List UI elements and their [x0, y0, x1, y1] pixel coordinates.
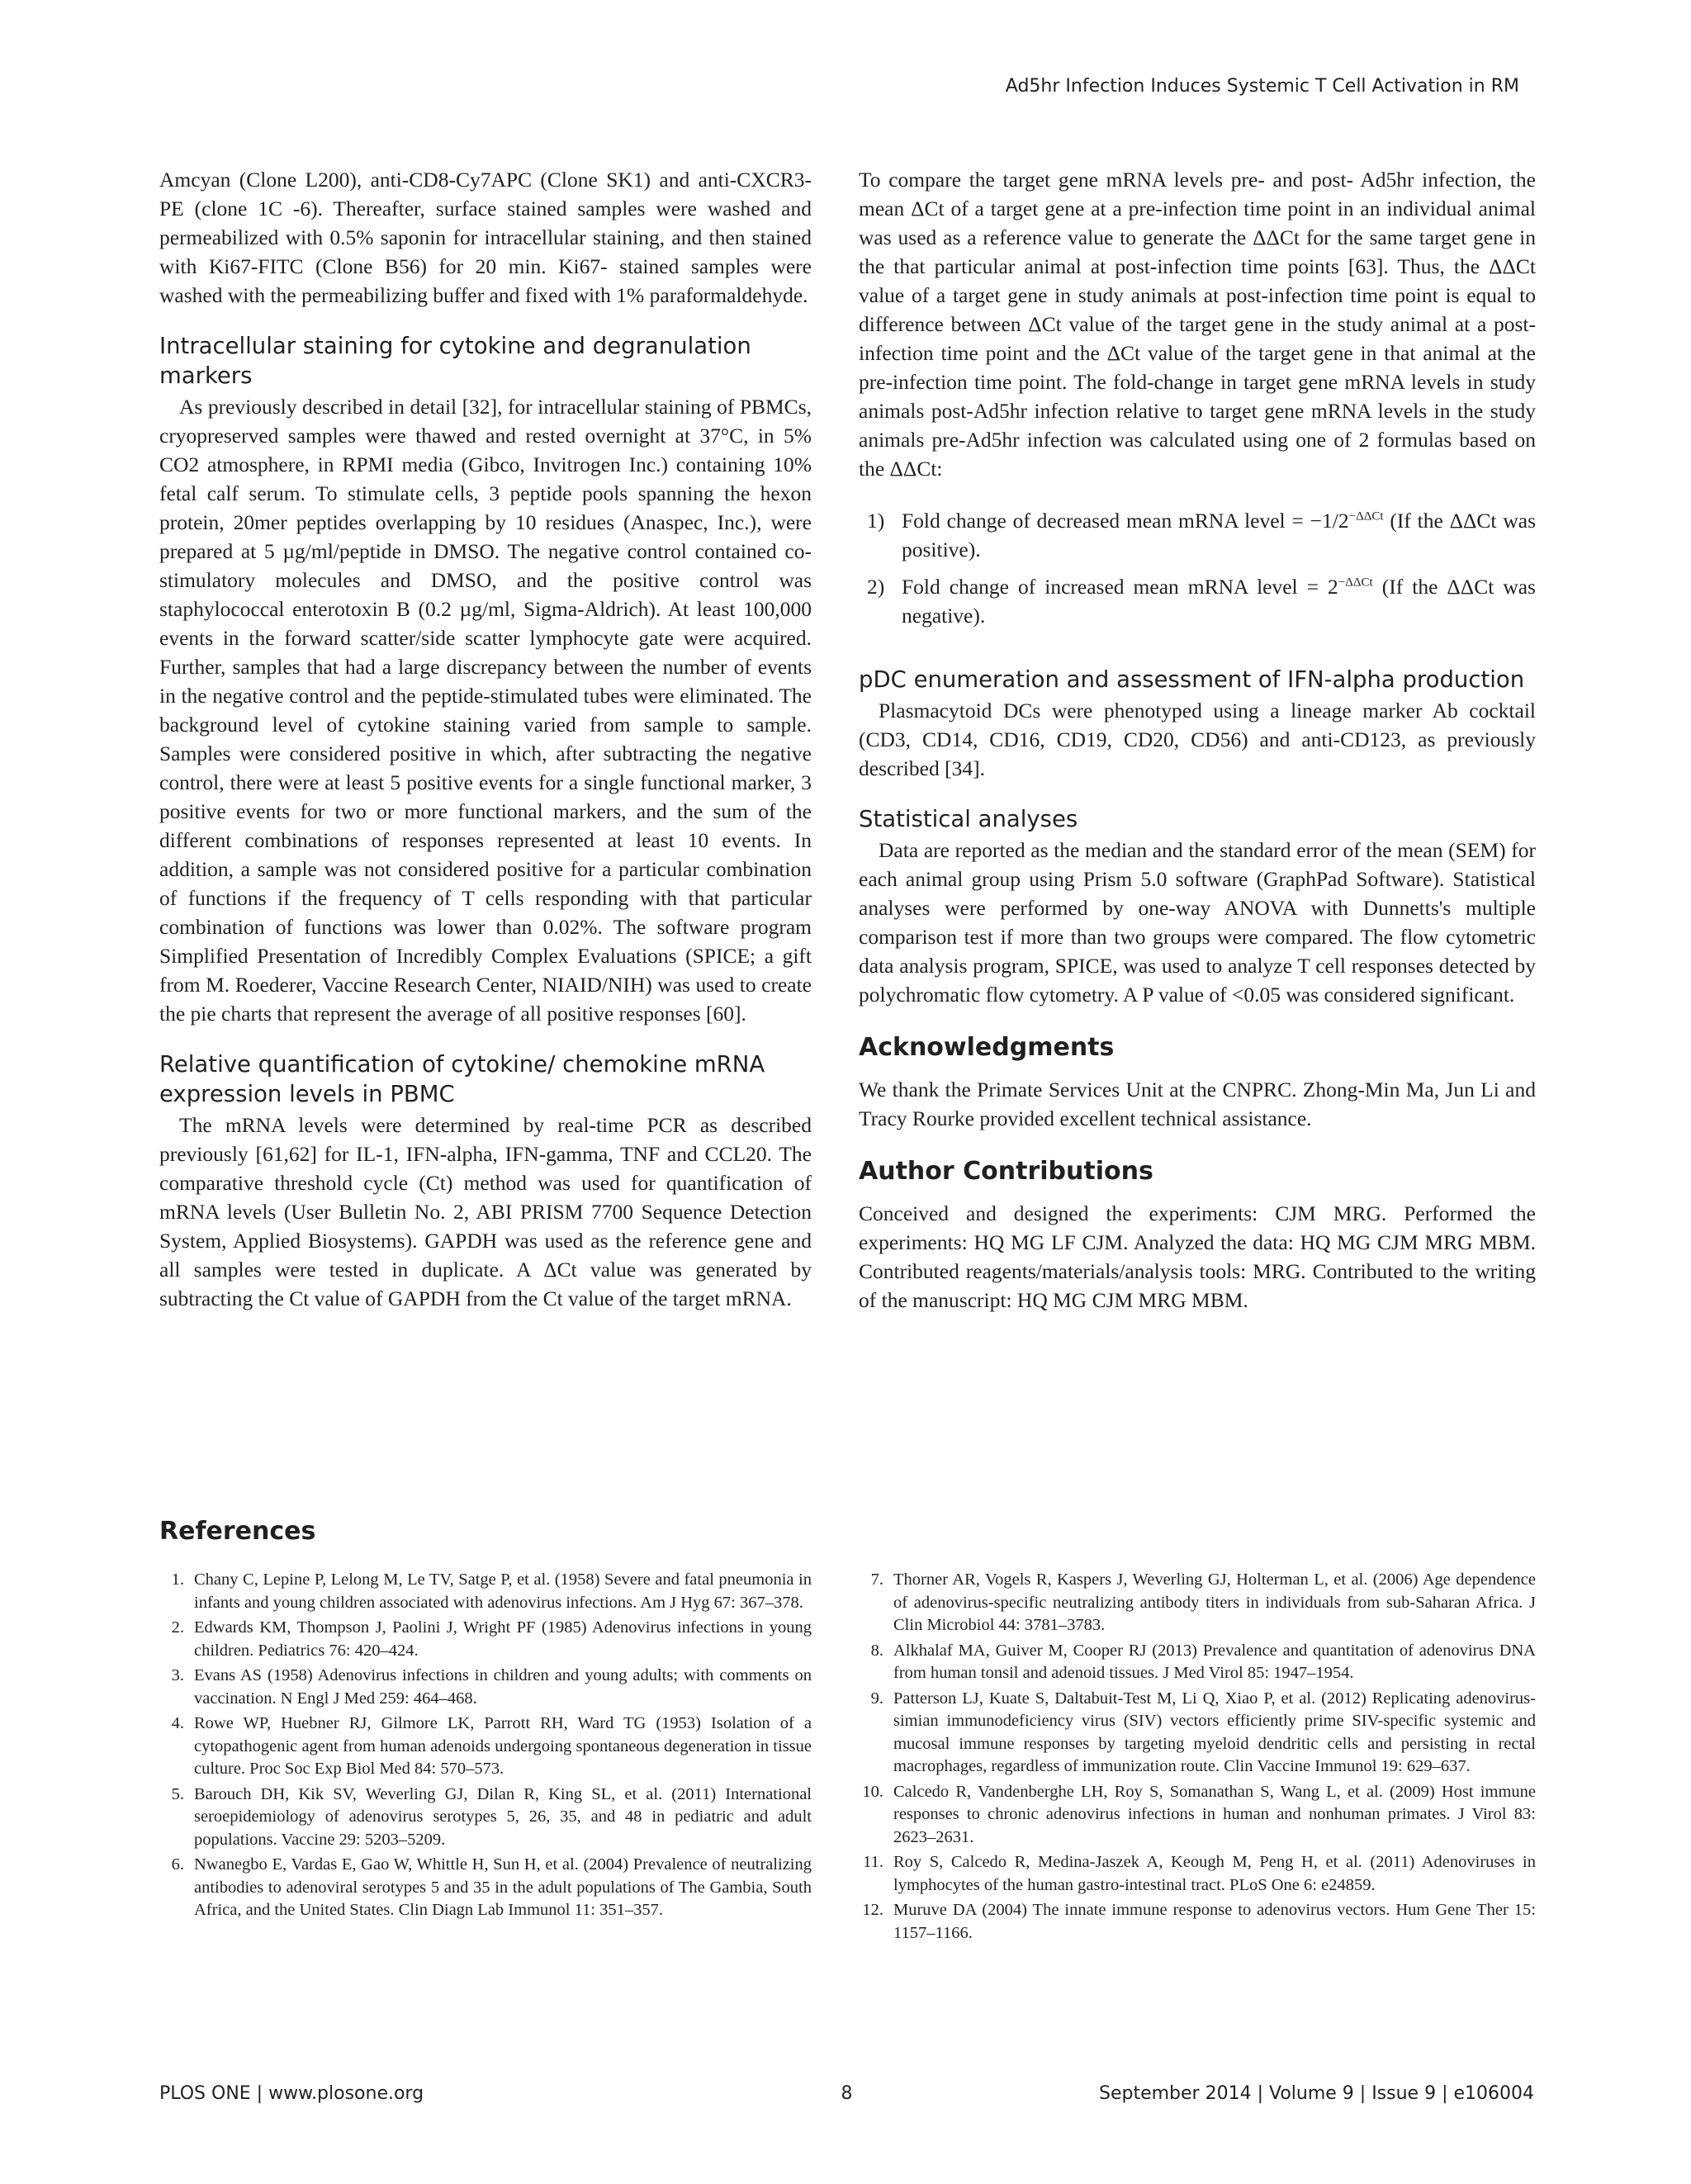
reference-text: Edwards KM, Thompson J, Paolini J, Wright PF (1985) Adenovirus infections in young children. Pediatrics 76: 420–424. [194, 1618, 812, 1660]
formula-item [859, 572, 1536, 630]
formula-text: Fold change of decreased mean mRNA level = −1/2 [902, 509, 1349, 533]
reference-number: 7. [870, 1570, 883, 1589]
reference-text: Thorner AR, Vogels R, Kaspers J, Weverling GJ, Holterman L, et al. (2006) Age dependence of adenovirus-specific neutralizing antibody titers in individuals from sub-Saharan Africa. J Clin Microbiol 44: 3781–3783. [893, 1570, 1536, 1634]
section-text-pdc: Plasmacytoid DCs were phenotyped using a lineage marker Ab cocktail (CD3, CD14, CD16, CD19, CD20, CD56) and anti-CD123, as previously described [34]. [859, 699, 1536, 780]
reference-number: 9. [870, 1689, 883, 1708]
ddct-paragraph: To compare the target gene mRNA levels pre- and post- Ad5hr infection, the mean ΔCt of a target gene at a pre-infection time point in an individual animal was used as a reference value to generate the ΔΔCt for the same target gene in the that particular animal at post-infection time points [63]. Thus, the ΔΔCt value of a target gene in study animals at post-infection time point is equal to difference between ΔCt value of the target gene in the study animal at a post-infection time point and the ΔCt value of the target gene in that animal at the pre-infection time point. The fold-change in target gene mRNA levels in study animals post-Ad5hr infection relative to target gene mRNA levels in the study animals pre-Ad5hr infection was calculated using one of 2 formulas based on the ΔΔCt: [859, 168, 1536, 481]
reference-item [159, 1569, 812, 1614]
formula-item [859, 506, 1536, 564]
section-heading-acknowledgments: Acknowledgments [859, 1033, 1115, 1062]
reference-item [159, 1854, 812, 1922]
reference-number: 3. [171, 1666, 184, 1684]
reference-text: Rowe WP, Huebner RJ, Gilmore LK, Parrott RH, Ward TG (1953) Isolation of a cytopathogenic agent from human adenoids undergoing spontaneous degeneration in tissue culture. Proc Soc Exp Biol Med 84: 570–573. [194, 1714, 812, 1778]
acknowledgments-text: We thank the Primate Services Unit at the CNPRC. Zhong-Min Ma, Jun Li and Tracy Rourke provided excellent technical assistance. [859, 1078, 1536, 1130]
reference-number: 10. [862, 1782, 883, 1801]
references-right-column [859, 1569, 1536, 1947]
reference-text: Calcedo R, Vandenberghe LH, Roy S, Somanathan S, Wang L, et al. (2009) Host immune responses to chronic adenovirus infections in human and nonhuman primates. J Virol 83: 2623–2631. [893, 1782, 1536, 1846]
reference-item [859, 1899, 1536, 1945]
section-heading-pdc: pDC enumeration and assessment of IFN-alpha production [859, 666, 1525, 693]
formula-number: 1) [867, 509, 885, 533]
reference-item [859, 1640, 1536, 1685]
reference-number: 6. [171, 1855, 184, 1874]
reference-number: 4. [171, 1714, 184, 1732]
reference-text: Chany C, Lepine P, Lelong M, Le TV, Satge P, et al. (1958) Severe and fatal pneumonia in infants and young children associated with adenovirus infections. Am J Hyg 67: 367–378. [194, 1570, 812, 1612]
reference-item [859, 1781, 1536, 1850]
reference-number: 8. [870, 1641, 883, 1660]
section-text-mrna-quantification: The mRNA levels were determined by real-time PCR as described previously [61,62] for IL-1, IFN-alpha, IFN-gamma, TNF and CCL20. The comparative threshold cycle (Ct) method was used for quantification of mRNA levels (User Bulletin No. 2, ABI PRISM 7700 Sequence Detection System, Applied Biosystems). GAPDH was used as the reference gene and all samples were tested in duplicate. A ΔCt value was generated by subtracting the Ct value of GAPDH from the Ct value of the target mRNA. [159, 1113, 812, 1310]
formula-text: Fold change of increased mean mRNA level = 2 [902, 575, 1338, 599]
right-column [859, 165, 1536, 1315]
formula-exponent: −ΔΔCt [1338, 576, 1373, 590]
references-heading: References [159, 1517, 316, 1546]
formula-condition: (If the ΔΔCt was negative). [902, 575, 1536, 628]
reference-item [159, 1713, 812, 1781]
reference-number: 2. [171, 1618, 184, 1637]
references-left-column [159, 1569, 812, 1925]
footer-journal: PLOS ONE | www.plosone.org [159, 2083, 424, 2104]
reference-number: 1. [171, 1570, 184, 1589]
reference-item [159, 1784, 812, 1852]
section-text-statistics: Data are reported as the median and the standard error of the mean (SEM) for each animal group using Prism 5.0 software (GraphPad Software). Statistical analyses were performed by one-way ANOVA with Dunnetts's multiple comparison test if more than two groups were compared. The flow cytometric data analysis program, SPICE, was used to analyze T cell responses detected by polychromatic flow cytometry. A P value of <0.05 was considered significant. [859, 838, 1536, 1007]
reference-item [859, 1688, 1536, 1779]
reference-text: Muruve DA (2004) The innate immune response to adenovirus vectors. Hum Gene Ther 15: 1157–1166. [893, 1901, 1536, 1942]
formula-number: 2) [867, 575, 885, 599]
section-heading-author-contributions: Author Contributions [859, 1157, 1153, 1186]
page-footer [159, 2083, 1534, 2108]
reference-text: Barouch DH, Kik SV, Weverling GJ, Dilan R, King SL, et al. (2011) International seroepidemiology of adenovirus serotypes 5, 26, 35, and 48 in pediatric and adult populations. Vaccine 29: 5203–5209. [194, 1784, 812, 1849]
running-head: Ad5hr Infection Induces Systemic T Cell Activation in RM [1005, 76, 1519, 97]
page-number: 8 [841, 2083, 853, 2104]
left-column [159, 165, 812, 1313]
reference-number: 11. [863, 1853, 883, 1871]
reference-item [159, 1617, 812, 1662]
reference-text: Alkhalaf MA, Guiver M, Cooper RJ (2013) Prevalence and quantitation of adenovirus DNA from human tonsil and adenoid tissues. J Med Virol 85: 1947–1954. [893, 1641, 1536, 1682]
section-heading-mrna-quantification: Relative quantification of cytokine/ chemokine mRNA expression levels in PBMC [159, 1051, 765, 1107]
reference-item [859, 1569, 1536, 1637]
reference-text: Nwanegbo E, Vardas E, Gao W, Whittle H, Sun H, et al. (2004) Prevalence of neutralizing antibodies to adenoviral serotypes 5 and 35 in the adult populations of The Gambia, South Africa, and the United States. Clin Diagn Lab Immunol 11: 351–357. [194, 1855, 812, 1919]
reference-item [159, 1665, 812, 1710]
reference-number: 5. [171, 1784, 184, 1803]
reference-text: Roy S, Calcedo R, Medina-Jaszek A, Keough M, Peng H, et al. (2011) Adenoviruses in lymphocytes of the human gastro-intestinal tract. PLoS One 6: e24859. [893, 1853, 1536, 1894]
footer-issue: September 2014 | Volume 9 | Issue 9 | e106004 [1099, 2083, 1534, 2104]
formula-condition: (If the ΔΔCt was positive). [902, 509, 1536, 561]
formula-list [859, 506, 1536, 630]
reference-item [859, 1851, 1536, 1897]
author-contributions-text: Conceived and designed the experiments: CJM MRG. Performed the experiments: HQ MG LF CJM. Analyzed the data: HQ MG CJM MRG MBM. Contributed reagents/materials/analysis tools: MRG. Contributed to the writing of the manuscript: HQ MG CJM MRG MBM. [859, 1201, 1536, 1312]
section-heading-intracellular-staining: Intracellular staining for cytokine and degranulation markers [159, 333, 751, 389]
section-heading-statistics: Statistical analyses [859, 806, 1078, 832]
intro-paragraph: Amcyan (Clone L200), anti-CD8-Cy7APC (Clone SK1) and anti-CXCR3-PE (clone 1C -6). Thereafter, surface stained samples were washed and permeabilized with 0.5% saponin for intracellular staining, and then stained with Ki67-FITC (Clone B56) for 20 min. Ki67- stained samples were washed with the permeabilizing buffer and fixed with 1% paraformaldehyde. [159, 168, 812, 307]
reference-number: 12. [862, 1901, 883, 1919]
reference-text: Patterson LJ, Kuate S, Daltabuit-Test M, Li Q, Xiao P, et al. (2012) Replicating adenovirus-simian immunodeficiency virus (SIV) vectors efficiently prime SIV-specific systemic and mucosal immune responses by targeting myeloid dendritic cells and persisting in rectal macrophages, regardless of immunization route. Clin Vaccine Immunol 19: 629–637. [893, 1689, 1536, 1775]
section-text-intracellular-staining: As previously described in detail [32], for intracellular staining of PBMCs, cryopreserved samples were thawed and rested overnight at 37°C, in 5% CO2 atmosphere, in RPMI media (Gibco, Invitrogen Inc.) containing 10% fetal calf serum. To stimulate cells, 3 peptide pools spanning the hexon protein, 20mer peptides overlapping by 10 residues (Anaspec, Inc.), were prepared at 5 µg/ml/peptide in DMSO. The negative control contained co-stimulatory molecules and DMSO, and the positive control was staphylococcal enterotoxin B (0.2 µg/ml, Sigma-Aldrich). At least 100,000 events in the forward scatter/side scatter lymphocyte gate were acquired. Further, samples that had a large discrepancy between the number of events in the negative control and the peptide-stimulated tubes were eliminated. The background level of cytokine staining varied from sample to sample. Samples were considered positive in which, after subtracting the negative control, there were at least 5 positive events for a single functional marker, 3 positive events for two or more functional markers, and the sum of the different combinations of responses represented at least 10 events. In addition, a sample was not considered positive for a particular combination of functions if the frequency of T cells responding with that particular combination of functions was lower than 0.02%. The software program Simplified Presentation of Incredibly Complex Evaluations (SPICE; a gift from M. Roederer, Vaccine Research Center, NIAID/NIH) was used to create the pie charts that represent the average of all positive responses [60]. [159, 395, 812, 1026]
formula-exponent: −ΔΔCt [1348, 509, 1384, 523]
reference-text: Evans AS (1958) Adenovirus infections in children and young adults; with comments on vaccination. N Engl J Med 259: 464–468. [194, 1666, 812, 1708]
